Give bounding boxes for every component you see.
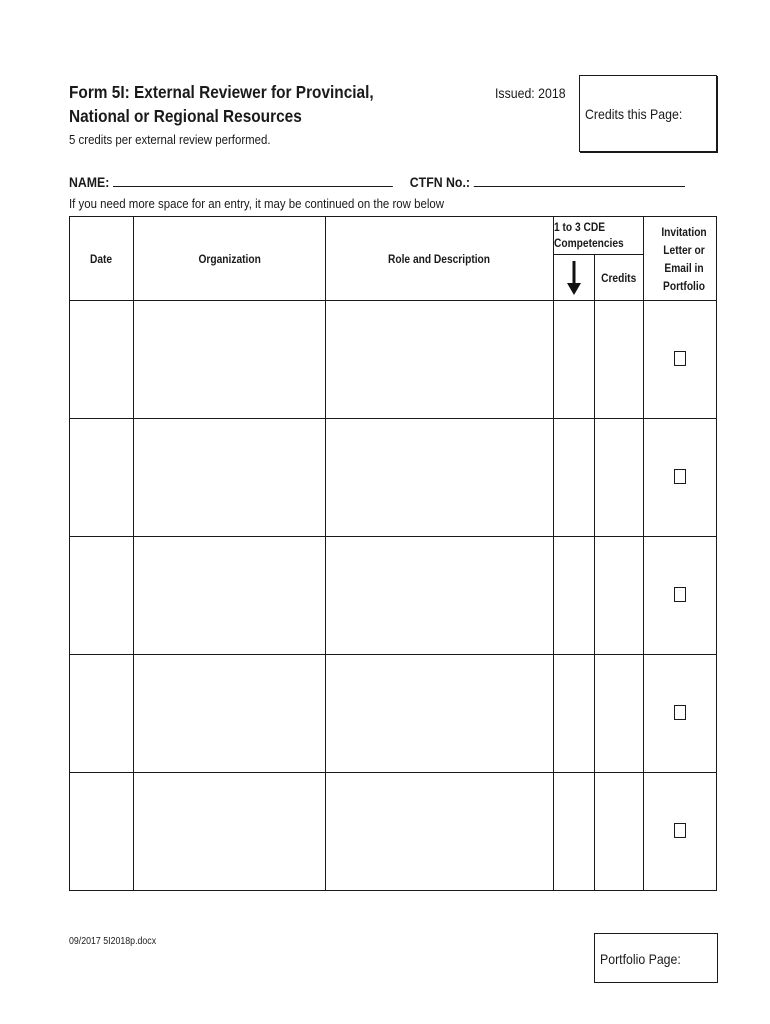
role-cell[interactable] bbox=[326, 419, 554, 537]
invitation-cell bbox=[644, 655, 717, 773]
date-cell[interactable] bbox=[70, 773, 134, 891]
column-header-credits: Credits bbox=[595, 255, 644, 301]
role-cell[interactable] bbox=[326, 301, 554, 419]
column-header-invitation: Invitation Letter or Email in Portfolio bbox=[644, 217, 717, 301]
table-row bbox=[70, 419, 717, 537]
competencies-cell[interactable] bbox=[554, 419, 595, 537]
continuation-note: If you need more space for an entry, it may be continued on the row below bbox=[69, 196, 444, 211]
competencies-cell[interactable] bbox=[554, 655, 595, 773]
checkbox-icon[interactable] bbox=[674, 351, 686, 366]
competency-arrow-cell bbox=[554, 255, 595, 301]
name-ctfn-line bbox=[69, 172, 685, 190]
credits-cell[interactable] bbox=[595, 655, 644, 773]
organization-cell[interactable] bbox=[134, 655, 326, 773]
invitation-cell bbox=[644, 419, 717, 537]
competencies-cell[interactable] bbox=[554, 301, 595, 419]
role-cell[interactable] bbox=[326, 655, 554, 773]
checkbox-icon[interactable] bbox=[674, 587, 686, 602]
column-header-organization: Organization bbox=[134, 217, 326, 301]
role-cell[interactable] bbox=[326, 537, 554, 655]
ctfn-field[interactable] bbox=[473, 172, 684, 187]
credits-cell[interactable] bbox=[595, 301, 644, 419]
table-row bbox=[70, 301, 717, 419]
form-title: Form 5I: External Reviewer for Provincial, National or Regional Resources bbox=[69, 82, 374, 126]
issued-date: Issued: 2018 bbox=[495, 85, 566, 101]
competencies-cell[interactable] bbox=[554, 537, 595, 655]
form-subtitle: 5 credits per external review performed. bbox=[69, 132, 271, 147]
ctfn-label: CTFN No.: bbox=[409, 174, 470, 190]
credits-cell[interactable] bbox=[595, 773, 644, 891]
date-cell[interactable] bbox=[70, 419, 134, 537]
credits-cell[interactable] bbox=[595, 419, 644, 537]
checkbox-icon[interactable] bbox=[674, 823, 686, 838]
invitation-cell bbox=[644, 537, 717, 655]
invitation-cell bbox=[644, 301, 717, 419]
credits-this-page-box[interactable] bbox=[579, 75, 717, 152]
organization-cell[interactable] bbox=[134, 537, 326, 655]
organization-cell[interactable] bbox=[134, 301, 326, 419]
date-cell[interactable] bbox=[70, 655, 134, 773]
file-code: 09/2017 5I2018p.docx bbox=[69, 936, 157, 947]
table-row bbox=[70, 773, 717, 891]
name-field[interactable] bbox=[113, 172, 393, 187]
credits-cell[interactable] bbox=[595, 537, 644, 655]
competencies-cell[interactable] bbox=[554, 773, 595, 891]
checkbox-icon[interactable] bbox=[674, 705, 686, 720]
invitation-cell bbox=[644, 773, 717, 891]
portfolio-page-label: Portfolio Page: bbox=[600, 951, 681, 967]
review-table bbox=[69, 216, 717, 891]
column-header-role: Role and Description bbox=[326, 217, 554, 301]
column-header-competencies: 1 to 3 CDE Competencies bbox=[554, 217, 644, 255]
credits-this-page-label: Credits this Page: bbox=[585, 106, 683, 122]
organization-cell[interactable] bbox=[134, 419, 326, 537]
arrow-down-icon bbox=[564, 259, 584, 297]
date-cell[interactable] bbox=[70, 301, 134, 419]
table-row bbox=[70, 537, 717, 655]
table-row bbox=[70, 655, 717, 773]
name-label: NAME: bbox=[69, 174, 110, 190]
role-cell[interactable] bbox=[326, 773, 554, 891]
date-cell[interactable] bbox=[70, 537, 134, 655]
organization-cell[interactable] bbox=[134, 773, 326, 891]
column-header-date: Date bbox=[70, 217, 134, 301]
portfolio-page-box[interactable] bbox=[594, 933, 718, 983]
checkbox-icon[interactable] bbox=[674, 469, 686, 484]
